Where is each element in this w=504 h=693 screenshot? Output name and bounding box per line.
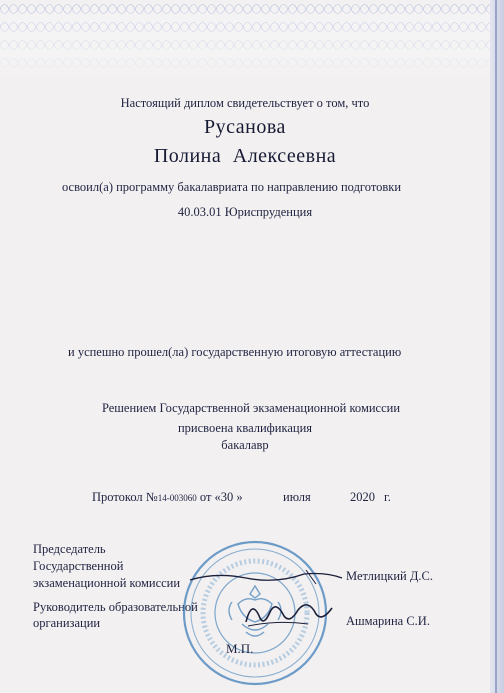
program-line: освоил(а) программу бакалавриата по направлению подготовки (62, 180, 402, 194)
intro-text: Настоящий диплом свидетельствует о том, что (120, 96, 370, 110)
guilloche-header-pattern (0, 0, 504, 80)
protocol-month: июля (283, 490, 311, 504)
protocol-year-suffix: г. (384, 490, 391, 504)
chair-signature (186, 562, 346, 592)
protocol-line (92, 490, 243, 505)
chair-title-1: Председатель (33, 542, 106, 556)
qualification: бакалавр (221, 438, 269, 452)
seal-place-mark: М.П. (226, 641, 254, 656)
chair-title-3: экзаменационной комиссии (33, 576, 181, 590)
binding-edge (490, 0, 504, 693)
head-title-1: Руководитель образовательной (33, 600, 198, 614)
protocol-label: Протокол № (92, 490, 158, 504)
head-name: Ашмарина С.И. (346, 614, 430, 628)
protocol-year: 2020 (350, 490, 375, 504)
decision-line-2: присвоена квалификация (177, 421, 313, 435)
head-signature (238, 592, 338, 634)
head-title-2: организации (33, 616, 101, 630)
chair-title-2: Государственной (33, 559, 124, 573)
specialty: 40.03.01 Юриспруденция (177, 205, 313, 219)
holder-given-names: Полина Алексеевна (153, 145, 337, 167)
protocol-number: 14-003060 (157, 493, 197, 503)
decision-line-1: Решением Государственной экзаменационной комиссии (101, 401, 401, 415)
protocol-date: от «30 » (199, 490, 243, 504)
attestation-line: и успешно прошел(ла) государственную итоговую аттестацию (68, 345, 402, 359)
chair-name: Метлицкий Д.С. (346, 569, 433, 583)
holder-surname: Русанова (204, 116, 286, 138)
